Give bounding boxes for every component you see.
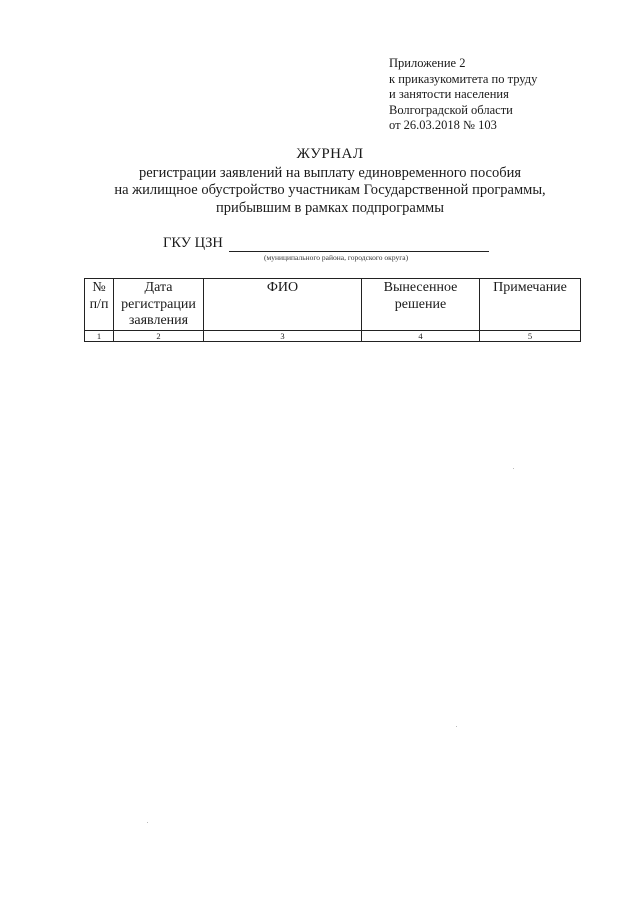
column-number-cell: 3 [204,331,362,342]
organization-label: ГКУ ЦЗН [163,235,223,251]
table-numbering-row [85,331,581,342]
header-number [85,279,114,331]
header-fio [204,279,362,331]
table-header-row [85,279,581,331]
appendix-line: от 26.03.2018 № 103 [389,118,497,133]
column-number-cell: 1 [85,331,114,342]
organization-hint: (муниципального района, городского округа) [264,253,409,262]
appendix-block [389,56,537,134]
column-number-cell: 4 [362,331,480,342]
header-text: Дата [144,280,173,295]
scan-speck [147,822,148,823]
header-text: Вынесенное [383,280,458,295]
column-number-cell: 5 [480,331,581,342]
title-main: ЖУРНАЛ [296,146,364,162]
title-line: прибывшим в рамках подпрограммы [216,199,444,216]
appendix-line: Волгоградской области [389,102,513,117]
document-title [80,146,580,217]
header-text: п/п [89,296,109,312]
title-line: на жилищное обустройство участникам Государственной программы, [114,182,546,199]
appendix-line: и занятости населения [389,87,509,102]
header-text: заявления [128,313,189,328]
header-note [480,279,581,331]
journal-table [84,278,581,342]
header-text: ФИО [266,280,299,295]
organization-blank-field [229,237,489,252]
header-text: № [92,280,106,295]
header-text: решение [394,296,447,312]
scan-speck [513,468,514,469]
column-number-cell: 2 [114,331,204,342]
scan-speck [456,726,457,727]
title-line: регистрации заявлений на выплату единовременного пособия [138,164,522,181]
header-decision [362,279,480,331]
organization-line [163,235,489,252]
header-text: Примечание [493,280,567,295]
appendix-line: к приказукомитета по труду [389,71,538,86]
appendix-line: Приложение 2 [389,56,466,70]
header-text: регистрации [121,296,196,312]
header-date [114,279,204,331]
